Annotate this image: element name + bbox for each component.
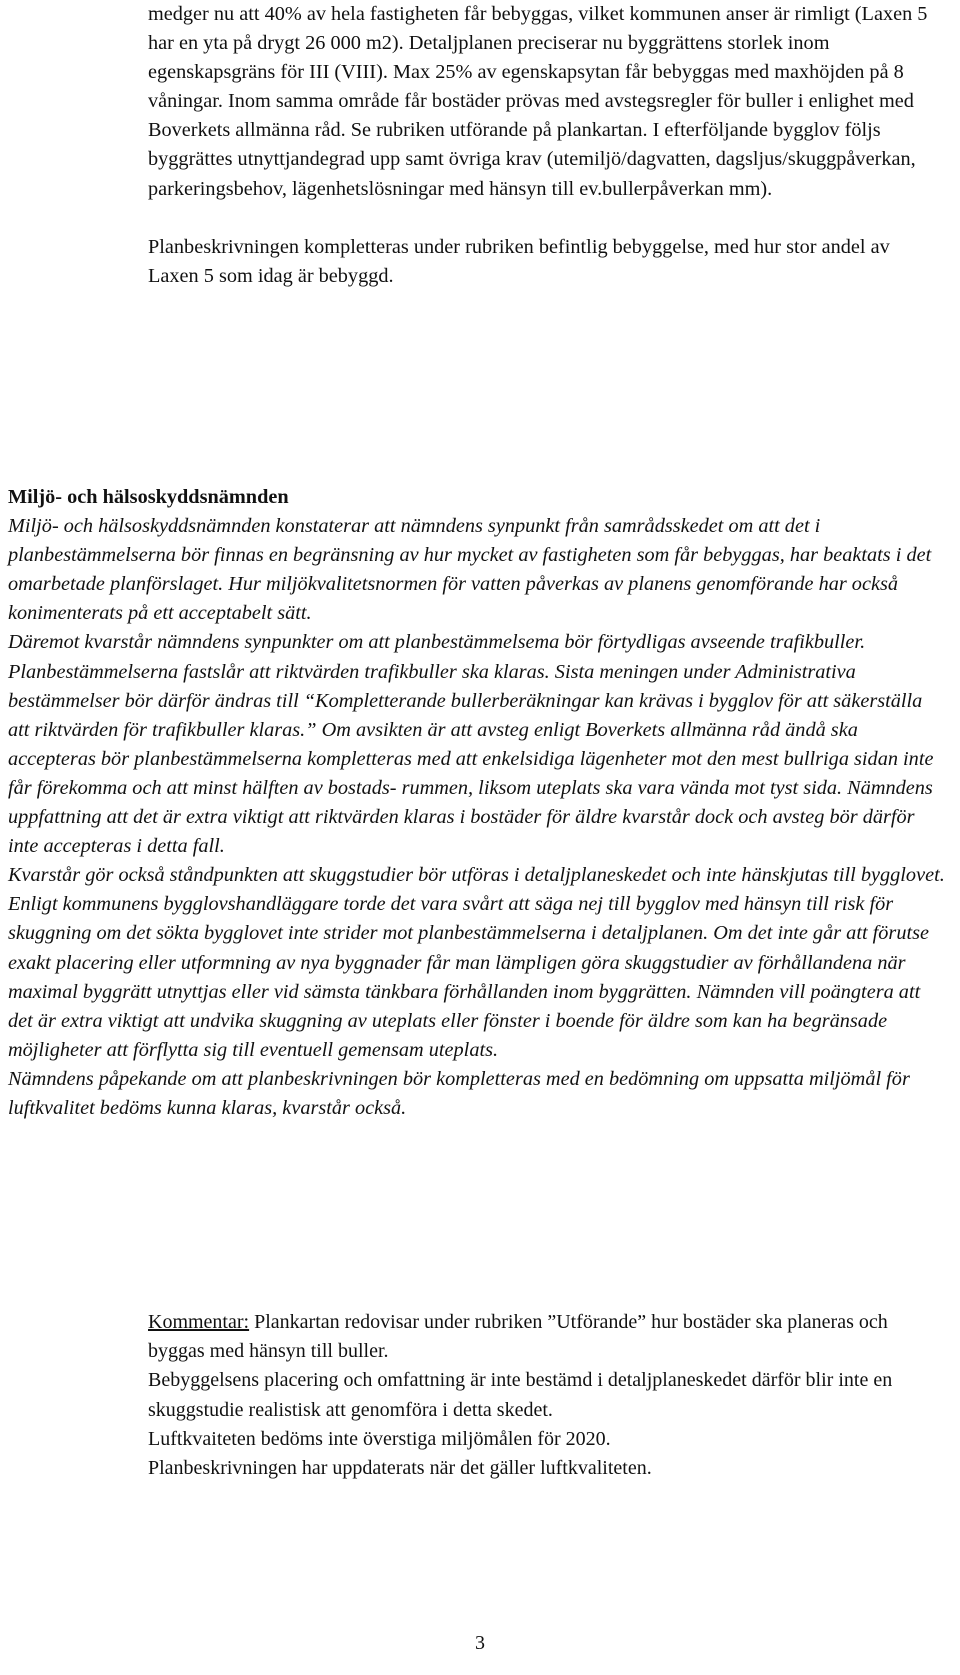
environment-health-committee-section (8, 483, 948, 1123)
intro-paragraph: Planbeskrivningen kompletteras under rubriken befintlig bebyggelse, med hur stor andel av Laxen 5 som idag är bebyggd. (148, 235, 890, 287)
section-paragraph: Kvarstår gör också ståndpunkten att skuggstudier bör utföras i detaljplaneskedet och inte hänskjutas till bygglovet. Enligt kommunens bygglovshandläggare torde det vara svårt att säga nej till bygglov med hänsyn till risk för skuggning om det sökta bygglovet inte strider mot planbestämmelserna i detaljplanen. Om det inte går att förutse exakt placering eller utformning av nya byggnader får man lämpligen göra skuggstudier av förhållandena när maximal byggrätt utnyttjas eller vid sämsta tänkbara förhållanden inom byggrätten. Nämnden vill poängtera att det är extra viktigt att undvika skuggning av uteplats eller fönster i boende för äldre som kan ha begränsade möjligheter att förflytta sig till eventuell gemensam uteplats. (8, 864, 945, 1061)
section-paragraph: Däremot kvarstår nämndens synpunkter om att planbestämmelsema bör förtydligas avseende trafikbuller. Planbestämmelserna fastslår att riktvärden trafikbuller ska klaras. Sista meningen under Administrativa bestämmelser bör därför ändras till “Kompletterande bullerberäkningar kan krävas i bygglov för att säkerställa att riktvärden för trafikbuller klaras.” Om avsikten är att avsteg enligt Boverkets allmänna råd ändå ska accepteras bör planbestämmelserna kompletteras med att enkelsidiga lägenheter mot den mest bullriga sidan inte får förekomma och att minst hälften av bostads- rummen, liksom uteplats ska vara vända mot tyst sida. Nämndens uppfattning att det är extra viktigt att riktvärden klaras i bostäder för äldre kvarstår dock och avsteg bör därför inte accepteras i detta fall. (8, 631, 934, 858)
comment-line: Luftkvaiteten bedöms inte överstiga miljömålen för 2020. (148, 1427, 611, 1450)
section-paragraph: Nämndens påpekande om att planbeskrivningen bör kompletteras med en bedömning om uppsatta miljömål för luftkvalitet bedöms kunna klaras, kvarstår också. (8, 1067, 910, 1119)
comment-block (148, 1308, 938, 1483)
page-number: 3 (475, 1632, 485, 1654)
section-paragraph: Miljö- och hälsoskyddsnämnden konstaterar att nämndens synpunkt från samrådsskedet om att det i planbestämmelserna bör finnas en begränsning av hur mycket av fastigheten som får bebyggas, har beaktats i det omarbetade planförslaget. Hur miljökvalitetsnormen för vatten påverkas av planens genomförande har också konimenterats på ett acceptabelt sätt. (8, 515, 932, 625)
comment-text: Plankartan redovisar under rubriken ”Utförande” hur bostäder ska planeras och byggas med hänsyn till buller. (148, 1311, 888, 1363)
intro-paragraph: medger nu att 40% av hela fastigheten får bebyggas, vilket kommunen anser är rimligt (Laxen 5 har en yta på drygt 26 000 m2). Detaljplanen preciserar nu byggrättens storlek inom egenskapsgräns för III (VIII). Max 25% av egenskapsytan får bebyggas med maxhöjden på 8 våningar. Inom samma område får bostäder prövas med avstegsregler för buller i enlighet med Boverkets allmänna råd. Se rubriken utförande på plankartan. I efterföljande bygglov följs byggrättes utnyttjandegrad upp samt övriga krav (utemiljö/dagvatten, dagsljus/skuggpåverkan, parkeringsbehov, lägenhetslösningar med hänsyn till ev.bullerpåverkan mm). (148, 3, 928, 200)
comment-line: Bebyggelsens placering och omfattning är inte bestämd i detaljplaneskedet därför blir inte en skuggstudie realistisk att genomföra i detta skedet. (148, 1369, 893, 1421)
comment-paragraph (148, 1308, 938, 1366)
comment-label: Kommentar: (148, 1311, 250, 1333)
intro-text (148, 0, 938, 291)
comment-line: Planbeskrivningen har uppdaterats när det gäller luftkvaliteten. (148, 1457, 652, 1480)
section-heading: Miljö- och hälsoskyddsnämnden (8, 486, 289, 508)
